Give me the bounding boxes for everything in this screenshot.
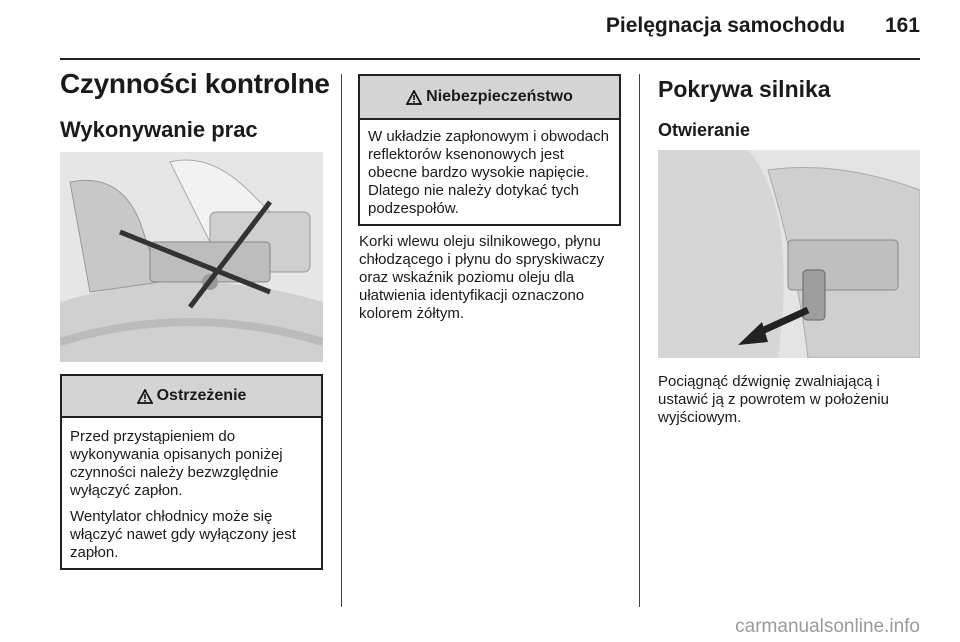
engine-bay-illustration bbox=[60, 152, 323, 362]
warning-triangle-icon bbox=[406, 90, 422, 105]
warning-paragraph: Wentylator chłodnicy może się włączyć nawet gdy wyłączony jest zapłon. bbox=[70, 508, 296, 561]
page-number: 161 bbox=[884, 14, 920, 37]
page-header bbox=[606, 14, 920, 38]
warning-header bbox=[62, 376, 321, 418]
oil-caps-text: Korki wlewu oleju silnikowego, płynu chłodzącego i płynu do spryskiwaczy oraz wskaźnik poziomu oleju dla ułatwienia identyfikacji oznaczono kolorem żółtym. bbox=[359, 233, 605, 322]
column-divider bbox=[639, 74, 640, 607]
danger-box bbox=[358, 74, 621, 226]
danger-title: Niebezpieczeństwo bbox=[426, 88, 573, 105]
section-heading: Pokrywa silnika bbox=[658, 76, 831, 102]
danger-text: W układzie zapłonowym i obwodach reflektorów ksenonowych jest obecne bardzo wysokie napięcie. Dlatego nie należy dotykać tych podzespołów. bbox=[368, 128, 609, 217]
warning-title: Ostrzeżenie bbox=[156, 387, 247, 404]
section-heading: Czynności kontrolne bbox=[60, 68, 330, 99]
subsection-heading: Wykonywanie prac bbox=[60, 117, 258, 142]
lever-text: Pociągnąć dźwignię zwalniającą i ustawić ją z powrotem w położeniu wyjściowym. bbox=[658, 373, 889, 426]
section-title: Pielęgnacja samochodu bbox=[605, 14, 846, 37]
watermark: carmanualsonline.info bbox=[735, 616, 920, 637]
warning-triangle-icon bbox=[137, 389, 153, 404]
subsection-heading: Otwieranie bbox=[658, 120, 751, 140]
release-lever-illustration bbox=[658, 150, 920, 358]
column-divider bbox=[341, 74, 342, 607]
warning-paragraph: Przed przystąpieniem do wykonywania opisanych poniżej czynności należy bezwzględnie wyłączyć zapłon. bbox=[70, 428, 283, 499]
header-rule bbox=[60, 58, 920, 60]
warning-box bbox=[60, 374, 323, 570]
danger-header bbox=[360, 76, 619, 120]
